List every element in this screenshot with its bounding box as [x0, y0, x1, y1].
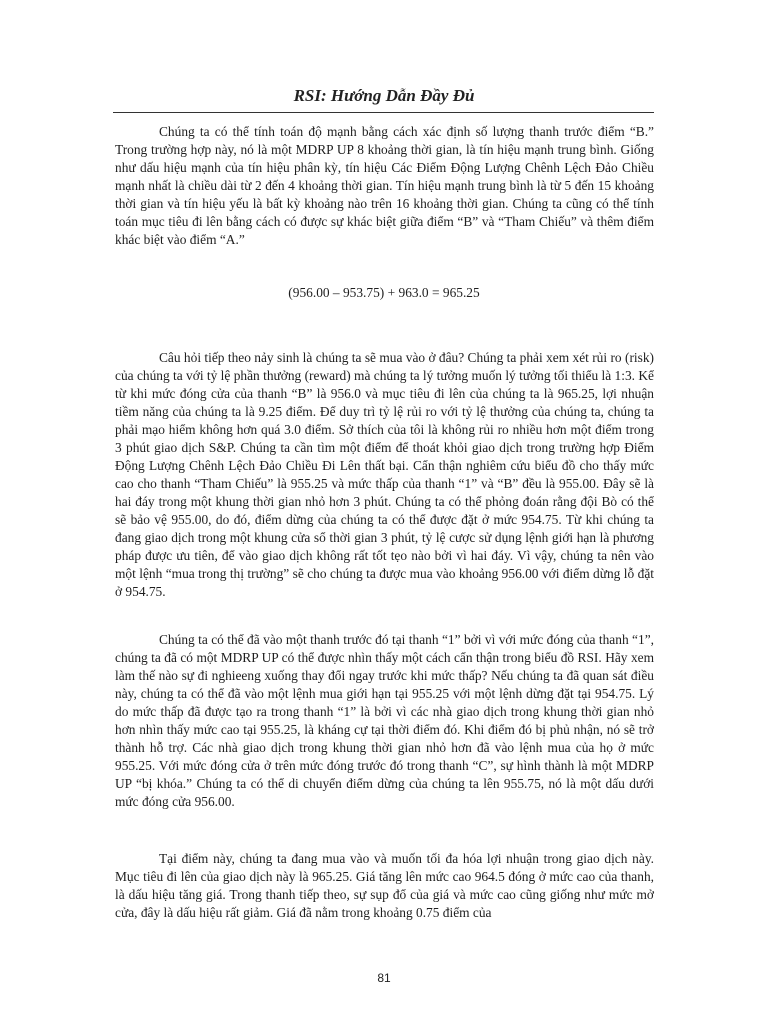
paragraph-2: Câu hỏi tiếp theo nảy sinh là chúng ta sẽ mua vào ở đâu? Chúng ta phải xem xét rủi ro (risk) của chúng ta với tỷ lệ phần thưởng (reward) mà chúng ta lý tưởng muốn lý tưởng tối thiểu là 1:3. Kể từ khi mức đóng cửa của thanh “B” là 956.0 và mục tiêu đi lên của chúng ta là 965.25, lợi nhuận tiềm năng của chúng ta là 9.25 điểm. Để duy trì tỷ lệ rủi ro với tỷ lệ thưởng của chúng ta, chúng ta phải mạo hiểm không hơn quá 3.0 điểm. Sở thích của tôi là không rủi ro nhiều hơn một điểm trong 3 phút giao dịch S&P. Chúng ta cần tìm một điểm để thoát khỏi giao dịch trong trường hợp Điểm Động Lượng Chênh Lệch Đảo Chiều Đi Lên thất bại. Cẩn thận nghiêm cứu biểu đồ cho thấy mức cao cho thanh “Tham Chiếu” là 955.25 và mức thấp của thanh “1” và “B” đều là 955.00. Đây sẽ là hai đáy trong một khung thời gian nhỏ hơn 3 phút. Chúng ta có thể phỏng đoán rằng đội Bò có thể sẽ bảo vệ 955.00, do đó, điểm dừng của chúng ta có thể được đặt ở mức 954.75. Từ khi chúng ta đang giao dịch trong một khung cửa sổ thời gian 3 phút, tỷ lệ cược sử dụng lệnh giới hạn là phương pháp được ưu tiên, để vào giao dịch không rất tốt tẹo nào bởi vì hai đáy. Vì vậy, chúng ta nên vào một lệnh “mua trong thị trường” sẽ cho chúng ta được mua vào khoảng 956.00 với điểm dừng lỗ đặt ở 954.75. [115, 350, 654, 599]
paragraph-3: Chúng ta có thể đã vào một thanh trước đó tại thanh “1” bởi vì với mức đóng của thanh “1”, chúng ta đã có một MDRP UP có thể được nhìn thấy một cách cẩn thận trong biểu đồ RSI. Hãy xem làm thế nào sự đi nghieeng xuống thay đổi ngay trước khi mức thấp? Nếu chúng ta đã quan sát điều này, chúng ta có thể đã vào một lệnh mua giới hạn tại 955.25 với một lệnh dừng đặt tại 954.75. Lý do mức thấp đã được tạo ra trong thanh “1” là bởi vì các nhà giao dịch trong khung thời gian nhỏ hơn nhìn thấy mức cao tại 955.25, là kháng cự tại thời điểm đó. Khi điểm đó bị phủ nhận, nó sẽ trở thành hỗ trợ. Các nhà giao dịch trong khung thời gian nhỏ hơn đã vào lệnh mua của họ ở mức 955.25. Với mức đóng cửa ở trên mức đóng trước đó trong thanh “C”, sự hình thành là một MDRP UP “bị khóa.” Chúng ta có thể di chuyển điểm dừng của chúng ta lên 955.75, nó là một dấu dưới mức đóng cửa 956.00. [115, 632, 654, 809]
formula: (956.00 – 953.75) + 963.0 = 965.25 [288, 285, 480, 300]
header-rule [113, 112, 654, 113]
paragraph-4: Tại điểm này, chúng ta đang mua vào và muốn tối đa hóa lợi nhuận trong giao dịch này. Mục tiêu đi lên của giao dịch này là 965.25. Giá tăng lên mức cao 964.5 đóng ở mức cao của thanh, là dấu hiệu tăng giá. Trong thanh tiếp theo, sự sụp đổ của giá và mức cao cũng giống như mức mở cửa, đây là dấu hiệu rất giảm. Giá đã nằm trong khoảng 0.75 điểm của [115, 851, 654, 920]
running-header-title: RSI: Hướng Dẫn Đầy Đủ [293, 86, 475, 105]
page-number: 81 [377, 971, 391, 985]
paragraph-1: Chúng ta có thể tính toán độ mạnh bằng cách xác định số lượng thanh trước điểm “B.” Trong trường hợp này, nó là một MDRP UP 8 khoảng thời gian, là tín hiệu mạnh trung bình. Giống như dấu hiệu mạnh của tín hiệu phân kỳ, tín hiệu Các Điểm Động Lượng Chênh Lệch Đảo Chiều mạnh nhất là chiều dài từ 2 đến 4 khoảng thời gian. Tín hiệu mạnh trung bình là từ 5 đến 15 khoảng thời gian và tín hiệu yếu là bất kỳ khoảng nào trên 16 khoảng thời gian. Chúng ta cũng có thể tính toán mục tiêu đi lên bằng cách có được sự khác biệt giữa điểm “B” và “Tham Chiếu” và thêm điểm khác biệt vào điểm “A.” [115, 124, 654, 247]
